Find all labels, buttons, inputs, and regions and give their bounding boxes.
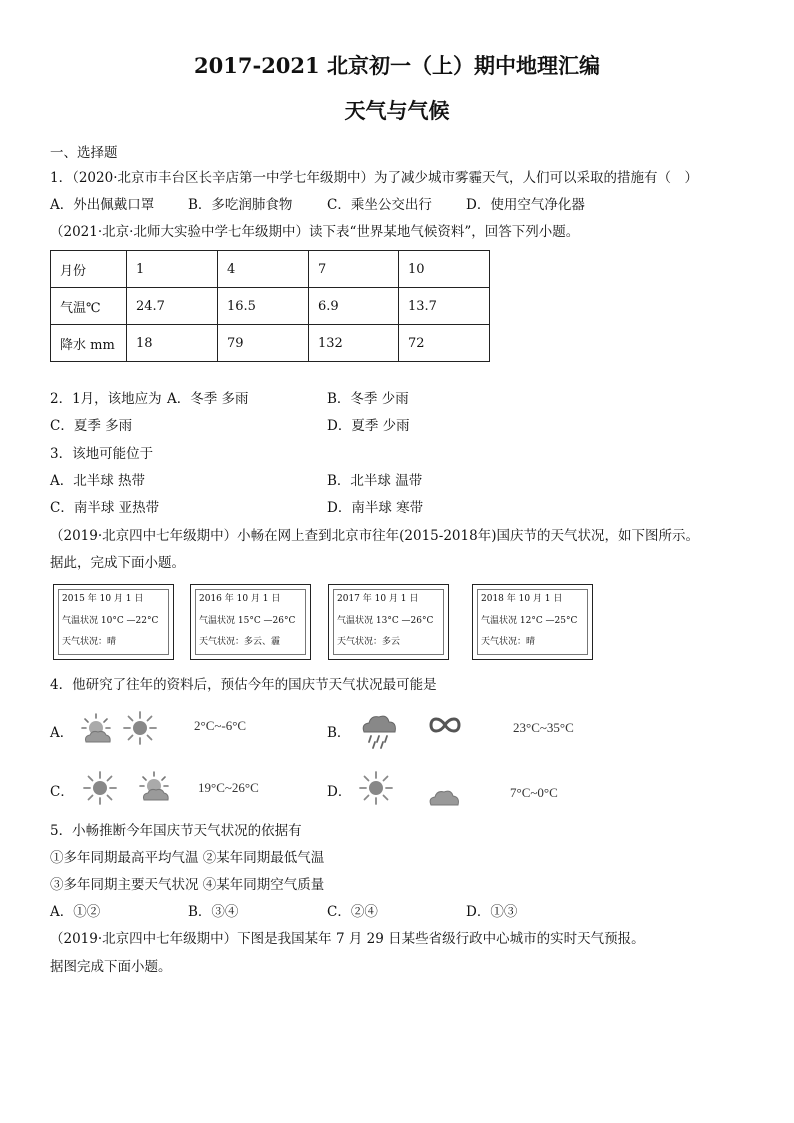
page-title: 2017-2021 北京初一（上）期中地理汇编	[194, 53, 600, 78]
record-date: 2016 年 10 月 1 日	[199, 594, 281, 604]
q4-option-b-letter: B．	[327, 725, 351, 741]
record-temperature: 气温状况 10°C —22°C	[62, 616, 159, 626]
rain-cloud-icon	[360, 710, 398, 750]
q5-basis-line2: ③多年同期主要天气状况 ④某年同期空气质量	[50, 877, 325, 893]
intro-weather-line1: （2019·北京四中七年级期中）小畅在网上查到北京市往年(2015-2018年)国庆节的天气状况，如下图所示。	[50, 528, 699, 544]
q2-option-c: C．夏季 多雨	[50, 418, 133, 434]
record-date: 2017 年 10 月 1 日	[337, 594, 419, 604]
q1-stem: 1．（2020·北京市丰台区长辛店第一中学七年级期中）为了减少城市雾霾天气，人们可以采取的措施有（ ）	[50, 170, 698, 186]
table-cell: 气温℃	[51, 288, 127, 325]
q4-option-a-temp: 2°C~-6°C	[194, 718, 247, 733]
intro-climate-table: （2021·北京·北师大实验中学七年级期中）读下表“世界某地气候资料”，回答下列小题。	[50, 224, 580, 240]
sun-icon	[82, 770, 118, 806]
table-cell: 132	[309, 325, 399, 362]
table-cell: 1	[127, 251, 218, 288]
record-temperature: 气温状况 13°C —26°C	[337, 616, 434, 626]
q3-option-a: A．北半球 热带	[50, 473, 146, 489]
weather-record-2015	[53, 584, 174, 660]
table-cell: 降水 mm	[51, 325, 127, 362]
q4-option-c-letter: C．	[50, 784, 74, 800]
q4-option-b-temp: 23°C~35°C	[513, 720, 574, 735]
q4-option-d-letter: D．	[327, 784, 352, 800]
q3-option-b: B．北半球 温带	[327, 473, 423, 489]
q5-stem: 5．小畅推断今年国庆节天气状况的依据有	[50, 823, 302, 839]
table-cell: 24.7	[127, 288, 218, 325]
table-row	[51, 325, 490, 362]
weather-record-2018	[472, 584, 593, 660]
q1-option-d: D．使用空气净化器	[466, 197, 585, 213]
record-date: 2015 年 10 月 1 日	[62, 594, 144, 604]
table-row	[51, 251, 490, 288]
q4-stem: 4．他研究了往年的资料后，预估今年的国庆节天气状况最可能是	[50, 677, 437, 693]
q5-option-d: D．①③	[466, 904, 518, 920]
table-cell: 16.5	[218, 288, 309, 325]
intro-weather-line2: 据此，完成下面小题。	[50, 555, 185, 571]
record-temperature: 气温状况 15°C —26°C	[199, 616, 296, 626]
table-cell: 18	[127, 325, 218, 362]
cloud-icon	[428, 785, 460, 807]
partly-cloudy-icon	[80, 712, 114, 746]
haze-icon	[428, 715, 462, 735]
q2-option-a: A．冬季 多雨	[167, 391, 249, 407]
page-subtitle: 天气与气候	[344, 98, 450, 123]
q3-option-c: C．南半球 亚热带	[50, 500, 160, 516]
record-condition: 天气状况：晴	[62, 637, 117, 647]
q4-option-d-temp: 7°C~0°C	[510, 785, 558, 800]
record-temperature: 气温状况 12°C —25°C	[481, 616, 578, 626]
q4-option-c-temp: 19°C~26°C	[198, 780, 259, 795]
weather-record-2016	[190, 584, 311, 660]
q4-option-a-letter: A．	[50, 725, 74, 741]
table-cell: 7	[309, 251, 399, 288]
q1-option-b: B．多吃润肺食物	[188, 197, 293, 213]
q3-option-d: D．南半球 寒带	[327, 500, 424, 516]
record-condition: 天气状况：晴	[481, 637, 536, 647]
table-cell: 月份	[51, 251, 127, 288]
record-date: 2018 年 10 月 1 日	[481, 594, 563, 604]
q3-stem: 3．该地可能位于	[50, 446, 154, 462]
q2-option-b: B．冬季 少雨	[327, 391, 409, 407]
table-cell: 72	[399, 325, 490, 362]
sun-icon	[122, 710, 158, 746]
section-heading: 一、选择题	[50, 145, 118, 161]
table-row	[51, 288, 490, 325]
q5-option-b: B．③④	[188, 904, 239, 920]
intro-forecast-line2: 据图完成下面小题。	[50, 959, 172, 975]
climate-table	[50, 250, 490, 362]
q5-option-a: A．①②	[50, 904, 101, 920]
table-cell: 13.7	[399, 288, 490, 325]
q2-stem: 2．1月，该地应为	[50, 391, 162, 407]
record-condition: 天气状况：多云、霾	[199, 637, 281, 647]
q5-option-c: C．②④	[327, 904, 378, 920]
sun-icon	[358, 770, 394, 806]
q1-option-c: C．乘坐公交出行	[327, 197, 432, 213]
intro-forecast-line1: （2019·北京四中七年级期中）下图是我国某年 7 月 29 日某些省级行政中心城市的实时天气预报。	[50, 931, 645, 947]
table-cell: 79	[218, 325, 309, 362]
partly-cloudy-icon	[138, 770, 172, 804]
record-condition: 天气状况：多云	[337, 637, 401, 647]
q1-option-a: A．外出佩戴口罩	[50, 197, 155, 213]
q2-option-d: D．夏季 少雨	[327, 418, 410, 434]
table-cell: 6.9	[309, 288, 399, 325]
table-cell: 4	[218, 251, 309, 288]
q5-basis-line1: ①多年同期最高平均气温 ②某年同期最低气温	[50, 850, 325, 866]
table-cell: 10	[399, 251, 490, 288]
weather-record-2017	[328, 584, 449, 660]
